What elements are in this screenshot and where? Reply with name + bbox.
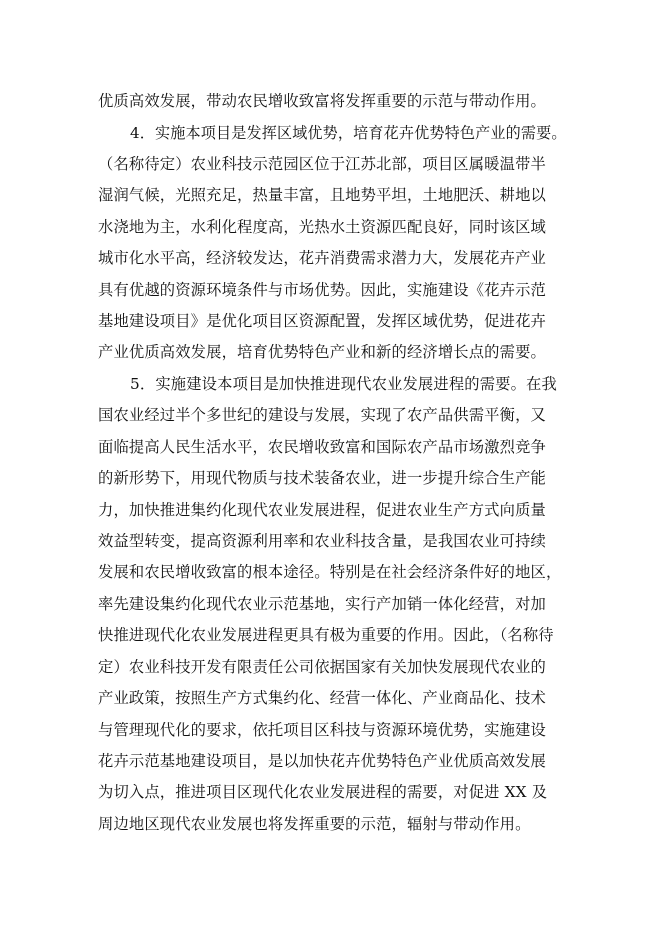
text-line: 基地建设项目》是优化项目区资源配置，发挥区域优势，促进花卉	[98, 312, 546, 330]
text-line: 发展和农民增收致富的根本途径。特别是在社会经济条件好的地区，	[98, 563, 562, 581]
text-line: 具有优越的资源环境条件与市场优势。因此，实施建设《花卉示范	[98, 281, 546, 299]
text-line: 国农业经过半个多世纪的建设与发展，实现了农产品供需平衡，又	[98, 406, 546, 424]
text-line: 水浇地为主，水利化程度高，光热水土资源匹配良好，同时该区域	[98, 218, 546, 236]
text-line: 产业优质高效发展，培育优势特色产业和新的经济增长点的需要。	[98, 343, 546, 361]
paragraph-4-heading: 4．实施本项目是发挥区域优势，培育花卉优势特色产业的需要。	[130, 124, 567, 142]
text-line: 周边地区现代农业发展也将发挥重要的示范，辐射与带动作用。	[98, 815, 531, 833]
text-line: 面临提高人民生活水平，农民增收致富和国际农产品市场激烈竞争	[98, 438, 546, 456]
text-line: 为切入点，推进项目区现代化农业发展进程的需要，对促进 XX 及	[98, 783, 548, 801]
text-line: 快推进现代化农业发展进程更具有极为重要的作用。因此，（名称待	[98, 626, 554, 644]
text-line: 产业政策，按照生产方式集约化、经营一体化、产业商品化、技术	[98, 689, 546, 707]
text-line: 力，加快推进集约化现代农业发展进程，促进农业生产方式向质量	[98, 501, 546, 519]
paragraph-5-heading: 5．实施建设本项目是加快推进现代农业发展进程的需要。在我	[130, 375, 557, 393]
text-line: 的新形势下，用现代物质与技术装备农业，进一步提升综合生产能	[98, 469, 546, 487]
text-line: 优质高效发展，带动农民增收致富将发挥重要的示范与带动作用。	[98, 92, 546, 110]
text-line: （名称待定）农业科技示范园区位于江苏北部，项目区属暖温带半	[98, 155, 546, 173]
text-line: 率先建设集约化现代农业示范基地，实行产加销一体化经营，对加	[98, 595, 546, 613]
text-line: 城市化水平高，经济较发达，花卉消费需求潜力大，发展花卉产业	[98, 249, 546, 267]
text-line: 定）农业科技开发有限责任公司依据国家有关加快发展现代农业的	[98, 658, 546, 676]
text-line: 湿润气候，光照充足，热量丰富，且地势平坦，土地肥沃、耕地以	[98, 186, 546, 204]
text-line: 花卉示范基地建设项目，是以加快花卉优势特色产业优质高效发展	[98, 752, 546, 770]
text-line: 与管理现代化的要求，依托项目区科技与资源环境优势，实施建设	[98, 721, 546, 739]
text-line: 效益型转变，提高资源利用率和农业科技含量，是我国农业可持续	[98, 532, 546, 550]
